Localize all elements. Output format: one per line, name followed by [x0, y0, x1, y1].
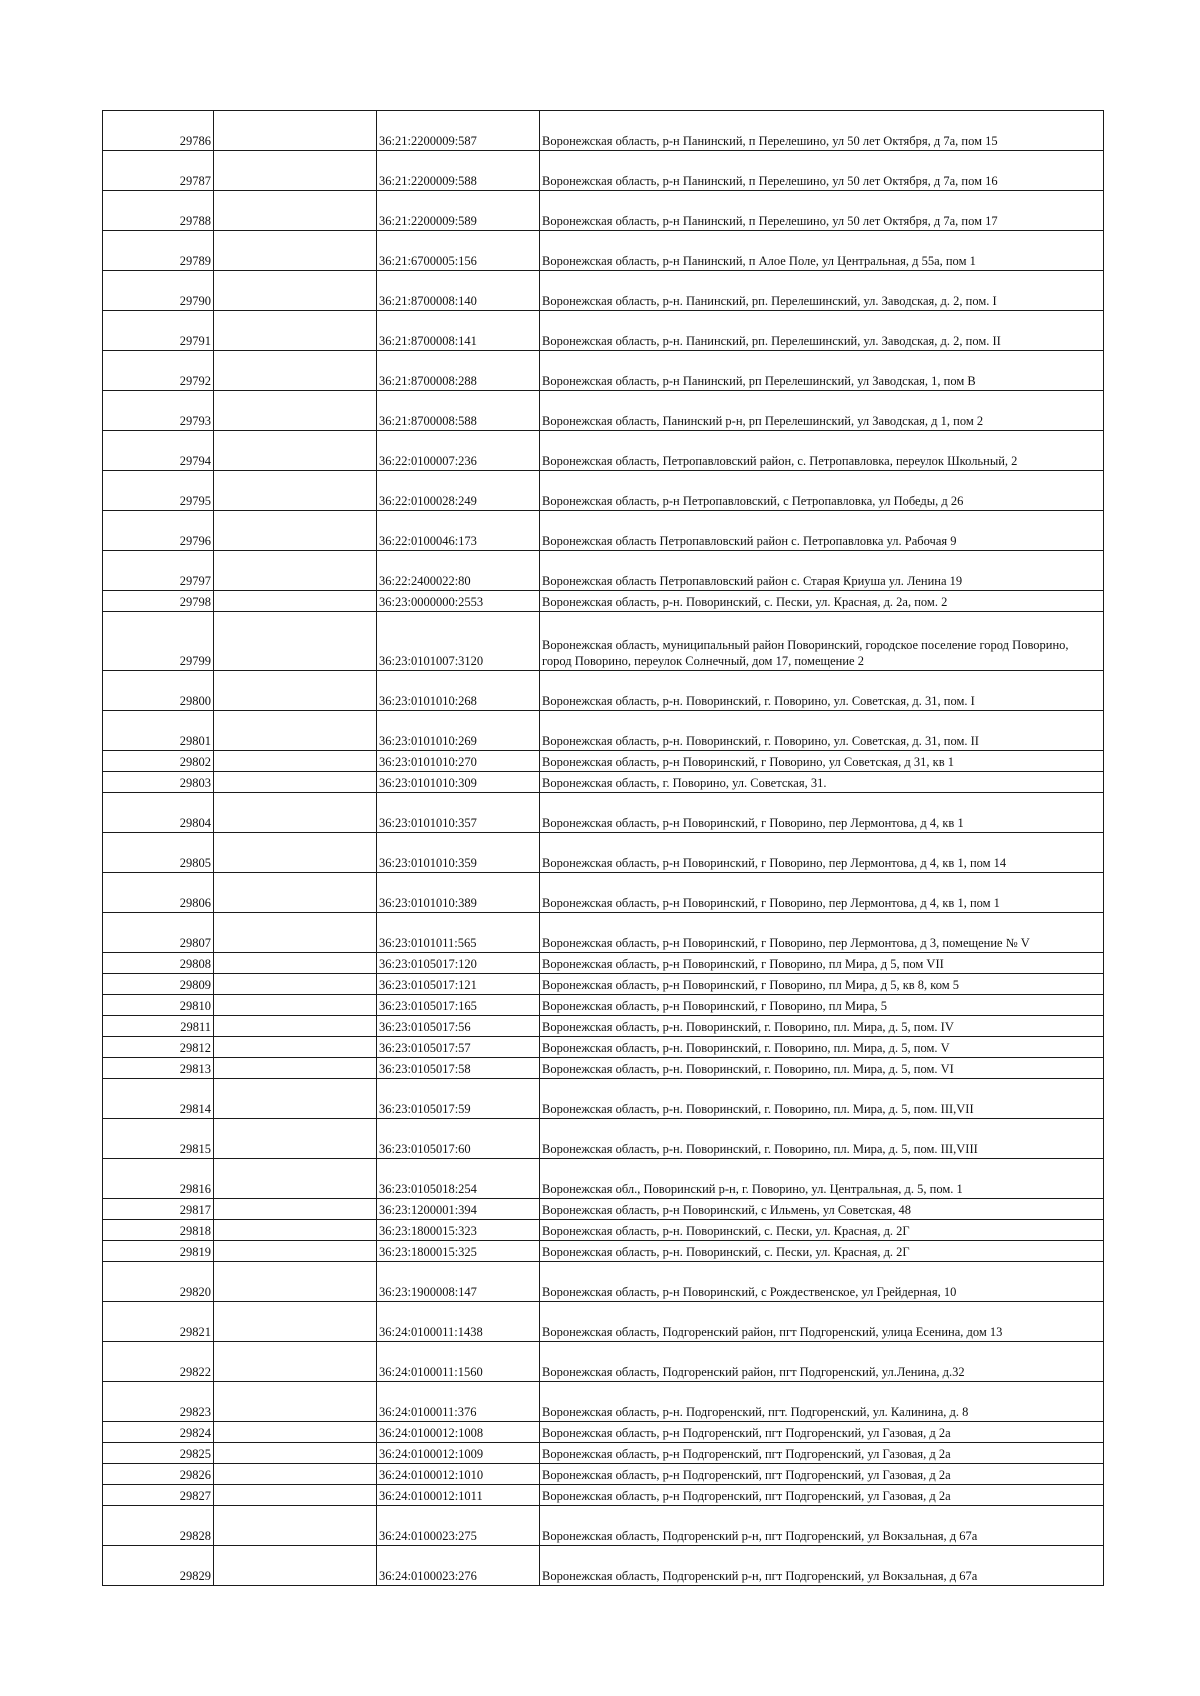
- empty-cell: [214, 151, 377, 191]
- empty-cell: [214, 1159, 377, 1199]
- empty-cell: [214, 913, 377, 953]
- row-number-cell: 29822: [103, 1342, 214, 1382]
- address-cell: Воронежская область, муниципальный район Поворинский, городское поселение город Поворино, город Поворино, переулок Солнечный, дом 17, помещение 2: [540, 612, 1104, 671]
- address-cell: Воронежская область, р-н Поворинский, г Поворино, ул Советская, д 31, кв 1: [540, 751, 1104, 772]
- table-row: [103, 271, 1104, 311]
- row-number-cell: 29795: [103, 471, 214, 511]
- row-number-cell: 29797: [103, 551, 214, 591]
- empty-cell: [214, 1262, 377, 1302]
- empty-cell: [214, 1464, 377, 1485]
- empty-cell: [214, 1546, 377, 1586]
- cadastral-number-cell: 36:21:6700005:156: [377, 231, 540, 271]
- row-number-cell: 29814: [103, 1079, 214, 1119]
- table-row: [103, 1220, 1104, 1241]
- empty-cell: [214, 1119, 377, 1159]
- table-row: [103, 1506, 1104, 1546]
- cadastral-number-cell: 36:23:0105017:58: [377, 1058, 540, 1079]
- row-number-cell: 29790: [103, 271, 214, 311]
- cadastral-number-cell: 36:21:8700008:588: [377, 391, 540, 431]
- table-row: [103, 1422, 1104, 1443]
- table-row: [103, 471, 1104, 511]
- address-cell: Воронежская область, р-н Подгоренский, пгт Подгоренский, ул Газовая, д 2а: [540, 1443, 1104, 1464]
- row-number-cell: 29787: [103, 151, 214, 191]
- address-cell: Воронежская область Петропавловский район с. Петропавловка ул. Рабочая 9: [540, 511, 1104, 551]
- empty-cell: [214, 111, 377, 151]
- row-number-cell: 29818: [103, 1220, 214, 1241]
- empty-cell: [214, 711, 377, 751]
- cadastral-number-cell: 36:24:0100011:1438: [377, 1302, 540, 1342]
- empty-cell: [214, 231, 377, 271]
- row-number-cell: 29789: [103, 231, 214, 271]
- row-number-cell: 29803: [103, 772, 214, 793]
- address-cell: Воронежская область, г. Поворино, ул. Советская, 31.: [540, 772, 1104, 793]
- address-cell: Воронежская область, Подгоренский район, пгт Подгоренский, улица Есенина, дом 13: [540, 1302, 1104, 1342]
- address-cell: Воронежская область, р-н Панинский, п Перелешино, ул 50 лет Октября, д 7а, пом 15: [540, 111, 1104, 151]
- cadastral-number-cell: 36:22:0100028:249: [377, 471, 540, 511]
- table-row: [103, 1546, 1104, 1586]
- row-number-cell: 29829: [103, 1546, 214, 1586]
- cadastral-number-cell: 36:23:0101010:269: [377, 711, 540, 751]
- table-row: [103, 1302, 1104, 1342]
- cadastral-number-cell: 36:24:0100023:276: [377, 1546, 540, 1586]
- empty-cell: [214, 191, 377, 231]
- cadastral-number-cell: 36:23:0000000:2553: [377, 591, 540, 612]
- row-number-cell: 29815: [103, 1119, 214, 1159]
- cadastral-number-cell: 36:23:0105017:60: [377, 1119, 540, 1159]
- address-cell: Воронежская область, Петропавловский район, с. Петропавловка, переулок Школьный, 2: [540, 431, 1104, 471]
- row-number-cell: 29807: [103, 913, 214, 953]
- address-cell: Воронежская область, р-н Поворинский, г Поворино, пер Лермонтова, д 4, кв 1: [540, 793, 1104, 833]
- table-row: [103, 1079, 1104, 1119]
- registry-table: [102, 110, 1104, 1586]
- address-cell: Воронежская область, р-н. Поворинский, г. Поворино, ул. Советская, д. 31, пом. II: [540, 711, 1104, 751]
- table-row: [103, 1016, 1104, 1037]
- empty-cell: [214, 1342, 377, 1382]
- cadastral-number-cell: 36:21:8700008:141: [377, 311, 540, 351]
- address-cell: Воронежская область, р-н Подгоренский, пгт Подгоренский, ул Газовая, д 2а: [540, 1422, 1104, 1443]
- row-number-cell: 29813: [103, 1058, 214, 1079]
- row-number-cell: 29825: [103, 1443, 214, 1464]
- cadastral-number-cell: 36:23:0105017:56: [377, 1016, 540, 1037]
- address-cell: Воронежская область, р-н Поворинский, г Поворино, пер Лермонтова, д 3, помещение № V: [540, 913, 1104, 953]
- empty-cell: [214, 612, 377, 671]
- cadastral-number-cell: 36:23:0101007:3120: [377, 612, 540, 671]
- row-number-cell: 29827: [103, 1485, 214, 1506]
- address-cell: Воронежская область, р-н Поворинский, г Поворино, пер Лермонтова, д 4, кв 1, пом 1: [540, 873, 1104, 913]
- empty-cell: [214, 995, 377, 1016]
- cadastral-number-cell: 36:24:0100012:1008: [377, 1422, 540, 1443]
- empty-cell: [214, 1506, 377, 1546]
- address-cell: Воронежская область, р-н Подгоренский, пгт Подгоренский, ул Газовая, д 2а: [540, 1464, 1104, 1485]
- cadastral-number-cell: 36:23:0105017:165: [377, 995, 540, 1016]
- empty-cell: [214, 471, 377, 511]
- row-number-cell: 29820: [103, 1262, 214, 1302]
- row-number-cell: 29794: [103, 431, 214, 471]
- row-number-cell: 29800: [103, 671, 214, 711]
- empty-cell: [214, 1302, 377, 1342]
- empty-cell: [214, 1037, 377, 1058]
- table-row: [103, 1382, 1104, 1422]
- cadastral-number-cell: 36:22:2400022:80: [377, 551, 540, 591]
- empty-cell: [214, 772, 377, 793]
- cadastral-number-cell: 36:21:8700008:288: [377, 351, 540, 391]
- address-cell: Воронежская область, р-н. Поворинский, г. Поворино, пл. Мира, д. 5, пом. IV: [540, 1016, 1104, 1037]
- address-cell: Воронежская область, р-н. Поворинский, г. Поворино, пл. Мира, д. 5, пом. VI: [540, 1058, 1104, 1079]
- table-row: [103, 953, 1104, 974]
- row-number-cell: 29804: [103, 793, 214, 833]
- row-number-cell: 29791: [103, 311, 214, 351]
- empty-cell: [214, 551, 377, 591]
- address-cell: Воронежская область, р-н. Поворинский, г. Поворино, ул. Советская, д. 31, пом. I: [540, 671, 1104, 711]
- table-row: [103, 1443, 1104, 1464]
- row-number-cell: 29819: [103, 1241, 214, 1262]
- empty-cell: [214, 793, 377, 833]
- cadastral-number-cell: 36:21:2200009:589: [377, 191, 540, 231]
- table-row: [103, 591, 1104, 612]
- cadastral-number-cell: 36:23:0101010:357: [377, 793, 540, 833]
- empty-cell: [214, 1422, 377, 1443]
- cadastral-number-cell: 36:23:0101010:309: [377, 772, 540, 793]
- address-cell: Воронежская обл., Поворинский р-н, г. Поворино, ул. Центральная, д. 5, пом. 1: [540, 1159, 1104, 1199]
- address-cell: Воронежская область, р-н Поворинский, г Поворино, пл Мира, 5: [540, 995, 1104, 1016]
- empty-cell: [214, 511, 377, 551]
- row-number-cell: 29817: [103, 1199, 214, 1220]
- table-row: [103, 1262, 1104, 1302]
- table-row: [103, 751, 1104, 772]
- empty-cell: [214, 1079, 377, 1119]
- table-row: [103, 1485, 1104, 1506]
- table-row: [103, 391, 1104, 431]
- row-number-cell: 29805: [103, 833, 214, 873]
- empty-cell: [214, 833, 377, 873]
- cadastral-number-cell: 36:22:0100007:236: [377, 431, 540, 471]
- row-number-cell: 29823: [103, 1382, 214, 1422]
- row-number-cell: 29828: [103, 1506, 214, 1546]
- row-number-cell: 29824: [103, 1422, 214, 1443]
- table-row: [103, 551, 1104, 591]
- table-row: [103, 913, 1104, 953]
- cadastral-number-cell: 36:23:0105017:57: [377, 1037, 540, 1058]
- cadastral-number-cell: 36:24:0100012:1009: [377, 1443, 540, 1464]
- table-row: [103, 1342, 1104, 1382]
- address-cell: Воронежская область, р-н Подгоренский, пгт Подгоренский, ул Газовая, д 2а: [540, 1485, 1104, 1506]
- empty-cell: [214, 1016, 377, 1037]
- cadastral-number-cell: 36:23:1200001:394: [377, 1199, 540, 1220]
- table-row: [103, 111, 1104, 151]
- table-row: [103, 1119, 1104, 1159]
- table-row: [103, 511, 1104, 551]
- table-row: [103, 351, 1104, 391]
- table-row: [103, 151, 1104, 191]
- cadastral-number-cell: 36:24:0100023:275: [377, 1506, 540, 1546]
- address-cell: Воронежская область, р-н. Поворинский, с. Пески, ул. Красная, д. 2Г: [540, 1220, 1104, 1241]
- row-number-cell: 29826: [103, 1464, 214, 1485]
- registry-table-body: [103, 111, 1104, 1586]
- cadastral-number-cell: 36:23:0101010:389: [377, 873, 540, 913]
- cadastral-number-cell: 36:23:0101010:359: [377, 833, 540, 873]
- address-cell: Воронежская область, р-н Петропавловский, с Петропавловка, ул Победы, д 26: [540, 471, 1104, 511]
- table-row: [103, 1464, 1104, 1485]
- cadastral-number-cell: 36:23:1800015:323: [377, 1220, 540, 1241]
- cadastral-number-cell: 36:23:0101010:268: [377, 671, 540, 711]
- empty-cell: [214, 873, 377, 913]
- table-row: [103, 671, 1104, 711]
- cadastral-number-cell: 36:23:0101010:270: [377, 751, 540, 772]
- cadastral-number-cell: 36:21:2200009:588: [377, 151, 540, 191]
- empty-cell: [214, 1220, 377, 1241]
- empty-cell: [214, 1382, 377, 1422]
- row-number-cell: 29788: [103, 191, 214, 231]
- table-row: [103, 311, 1104, 351]
- cadastral-number-cell: 36:22:0100046:173: [377, 511, 540, 551]
- address-cell: Воронежская область, р-н Поворинский, г Поворино, пер Лермонтова, д 4, кв 1, пом 14: [540, 833, 1104, 873]
- cadastral-number-cell: 36:21:8700008:140: [377, 271, 540, 311]
- row-number-cell: 29821: [103, 1302, 214, 1342]
- address-cell: Воронежская область, р-н Панинский, п Перелешино, ул 50 лет Октября, д 7а, пом 17: [540, 191, 1104, 231]
- empty-cell: [214, 591, 377, 612]
- empty-cell: [214, 271, 377, 311]
- table-row: [103, 772, 1104, 793]
- address-cell: Воронежская область, р-н. Поворинский, г. Поворино, пл. Мира, д. 5, пом. III,VIII: [540, 1119, 1104, 1159]
- empty-cell: [214, 1241, 377, 1262]
- cadastral-number-cell: 36:23:0105017:120: [377, 953, 540, 974]
- row-number-cell: 29806: [103, 873, 214, 913]
- cadastral-number-cell: 36:23:0105017:121: [377, 974, 540, 995]
- empty-cell: [214, 391, 377, 431]
- row-number-cell: 29811: [103, 1016, 214, 1037]
- empty-cell: [214, 953, 377, 974]
- cadastral-number-cell: 36:23:1800015:325: [377, 1241, 540, 1262]
- address-cell: Воронежская область, р-н Панинский, п Перелешино, ул 50 лет Октября, д 7а, пом 16: [540, 151, 1104, 191]
- table-row: [103, 873, 1104, 913]
- table-row: [103, 1159, 1104, 1199]
- empty-cell: [214, 974, 377, 995]
- empty-cell: [214, 1443, 377, 1464]
- row-number-cell: 29812: [103, 1037, 214, 1058]
- row-number-cell: 29802: [103, 751, 214, 772]
- address-cell: Воронежская область, р-н Панинский, рп Перелешинский, ул Заводская, 1, пом В: [540, 351, 1104, 391]
- address-cell: Воронежская область, Панинский р-н, рп Перелешинский, ул Заводская, д 1, пом 2: [540, 391, 1104, 431]
- cadastral-number-cell: 36:23:0101011:565: [377, 913, 540, 953]
- cadastral-number-cell: 36:21:2200009:587: [377, 111, 540, 151]
- table-row: [103, 995, 1104, 1016]
- row-number-cell: 29809: [103, 974, 214, 995]
- table-row: [103, 431, 1104, 471]
- row-number-cell: 29808: [103, 953, 214, 974]
- empty-cell: [214, 1199, 377, 1220]
- table-row: [103, 612, 1104, 671]
- address-cell: Воронежская область, р-н. Панинский, рп. Перелешинский, ул. Заводская, д. 2, пом. II: [540, 311, 1104, 351]
- row-number-cell: 29816: [103, 1159, 214, 1199]
- address-cell: Воронежская область, р-н. Панинский, рп. Перелешинский, ул. Заводская, д. 2, пом. I: [540, 271, 1104, 311]
- table-row: [103, 231, 1104, 271]
- row-number-cell: 29801: [103, 711, 214, 751]
- address-cell: Воронежская область, р-н Поворинский, г Поворино, пл Мира, д 5, пом VII: [540, 953, 1104, 974]
- address-cell: Воронежская область, р-н Поворинский, с Рождественское, ул Грейдерная, 10: [540, 1262, 1104, 1302]
- address-cell: Воронежская область, р-н. Поворинский, с. Пески, ул. Красная, д. 2а, пом. 2: [540, 591, 1104, 612]
- cadastral-number-cell: 36:24:0100011:376: [377, 1382, 540, 1422]
- address-cell: Воронежская область, р-н Панинский, п Алое Поле, ул Центральная, д 55а, пом 1: [540, 231, 1104, 271]
- address-cell: Воронежская область Петропавловский район с. Старая Криуша ул. Ленина 19: [540, 551, 1104, 591]
- row-number-cell: 29799: [103, 612, 214, 671]
- empty-cell: [214, 671, 377, 711]
- table-row: [103, 711, 1104, 751]
- empty-cell: [214, 751, 377, 772]
- address-cell: Воронежская область, р-н. Поворинский, с. Пески, ул. Красная, д. 2Г: [540, 1241, 1104, 1262]
- row-number-cell: 29793: [103, 391, 214, 431]
- table-row: [103, 1241, 1104, 1262]
- table-row: [103, 191, 1104, 231]
- cadastral-number-cell: 36:24:0100012:1010: [377, 1464, 540, 1485]
- address-cell: Воронежская область, Подгоренский р-н, пгт Подгоренский, ул Вокзальная, д 67а: [540, 1546, 1104, 1586]
- table-row: [103, 833, 1104, 873]
- address-cell: Воронежская область, Подгоренский р-н, пгт Подгоренский, ул Вокзальная, д 67а: [540, 1506, 1104, 1546]
- address-cell: Воронежская область, р-н. Поворинский, г. Поворино, пл. Мира, д. 5, пом. V: [540, 1037, 1104, 1058]
- row-number-cell: 29786: [103, 111, 214, 151]
- empty-cell: [214, 311, 377, 351]
- table-row: [103, 793, 1104, 833]
- row-number-cell: 29798: [103, 591, 214, 612]
- table-row: [103, 1058, 1104, 1079]
- address-cell: Воронежская область, р-н Поворинский, с Ильмень, ул Советская, 48: [540, 1199, 1104, 1220]
- address-cell: Воронежская область, р-н Поворинский, г Поворино, пл Мира, д 5, кв 8, ком 5: [540, 974, 1104, 995]
- address-cell: Воронежская область, Подгоренский район, пгт Подгоренский, ул.Ленина, д.32: [540, 1342, 1104, 1382]
- table-row: [103, 974, 1104, 995]
- empty-cell: [214, 431, 377, 471]
- table-row: [103, 1037, 1104, 1058]
- row-number-cell: 29796: [103, 511, 214, 551]
- address-cell: Воронежская область, р-н. Поворинский, г. Поворино, пл. Мира, д. 5, пом. III,VII: [540, 1079, 1104, 1119]
- cadastral-number-cell: 36:23:0105017:59: [377, 1079, 540, 1119]
- table-row: [103, 1199, 1104, 1220]
- row-number-cell: 29810: [103, 995, 214, 1016]
- cadastral-number-cell: 36:24:0100011:1560: [377, 1342, 540, 1382]
- empty-cell: [214, 1058, 377, 1079]
- cadastral-number-cell: 36:23:0105018:254: [377, 1159, 540, 1199]
- row-number-cell: 29792: [103, 351, 214, 391]
- empty-cell: [214, 351, 377, 391]
- address-cell: Воронежская область, р-н. Подгоренский, пгт. Подгоренский, ул. Калинина, д. 8: [540, 1382, 1104, 1422]
- cadastral-number-cell: 36:24:0100012:1011: [377, 1485, 540, 1506]
- empty-cell: [214, 1485, 377, 1506]
- cadastral-number-cell: 36:23:1900008:147: [377, 1262, 540, 1302]
